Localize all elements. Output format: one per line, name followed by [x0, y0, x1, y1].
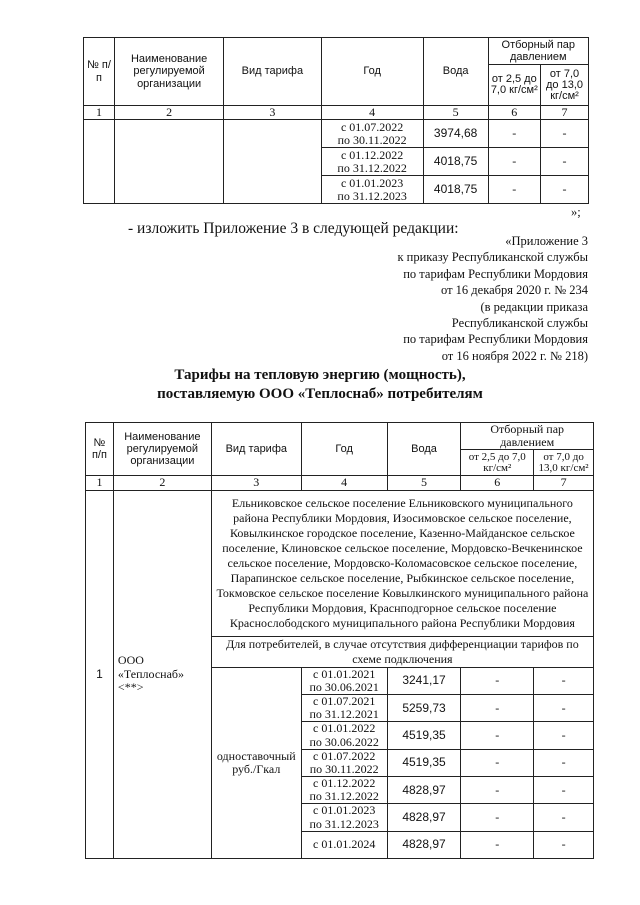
- page-title-line2: поставляемую ООО «Теплоснаб» потребителям: [157, 386, 483, 402]
- appendix-line: к приказу Республиканской службы: [397, 250, 588, 265]
- table-row: [84, 120, 589, 148]
- appendix-line: по тарифам Республики Мордовия: [403, 266, 588, 281]
- period-to: по 31.12.2023: [337, 188, 407, 203]
- period-from: с 01.12.2022: [340, 147, 404, 162]
- instruction-text: - изложить Приложение 3 в следующей редакции:: [128, 220, 459, 237]
- col-number: 2: [113, 476, 211, 490]
- header-steam: Отборный пар давлением: [461, 423, 594, 450]
- water-value: 4828,97: [387, 831, 461, 858]
- org-name: ООО «Теплоснаб» <**>: [113, 490, 211, 858]
- header-steam-low: от 2,5 до 7,0 кг/см²: [461, 450, 534, 476]
- water-value: 4018,75: [423, 176, 488, 204]
- header-year: Год: [321, 38, 423, 106]
- period-from: с 01.07.2021: [313, 693, 376, 708]
- col-number: 4: [321, 106, 423, 120]
- page-title-line1: Тарифы на тепловую энергию (мощность),: [174, 367, 466, 383]
- steam-low-value: -: [461, 694, 534, 721]
- period-from: с 01.01.2023: [313, 803, 376, 818]
- steam-low-value: -: [461, 777, 534, 804]
- period-from: с 01.07.2022: [313, 748, 376, 763]
- water-value: 5259,73: [387, 694, 461, 721]
- period-from: с 01.01.2024: [313, 837, 376, 852]
- tariff-table-continued: [83, 37, 589, 204]
- col-number: 6: [461, 476, 534, 490]
- steam-high-value: -: [534, 749, 594, 776]
- header-num: № п/п: [84, 38, 115, 106]
- steam-high-value: -: [541, 176, 589, 204]
- steam-low-value: -: [461, 722, 534, 749]
- period-to: по 31.12.2022: [309, 789, 379, 804]
- steam-high-value: -: [534, 722, 594, 749]
- period-to: по 30.11.2022: [309, 761, 379, 776]
- water-value: 4828,97: [387, 804, 461, 831]
- steam-low-value: -: [488, 120, 540, 148]
- empty-cell: [115, 120, 224, 204]
- header-steam-low: от 2,5 до 7,0 кг/см²: [488, 65, 540, 106]
- tariff-table: [85, 422, 594, 859]
- header-num: № п/п: [86, 423, 114, 476]
- period-from: с 01.01.2023: [340, 175, 404, 190]
- period-to: по 31.12.2022: [337, 160, 407, 175]
- steam-low-value: -: [488, 176, 540, 204]
- col-number: 1: [84, 106, 115, 120]
- settlements-text: Ельниковское сельское поселение Ельниковского муниципального района Республики Мордовия, Изосимовское сельское поселение, Ковылкинское городское поселение, Казенно-Майданское сельское поселение, Клиновское сельское поселение, Мордовско-Вечкенинское сельское поселение, Мордовско-Коломасовское сельское поселение, Парапинское сельское поселение, Рыбкинское сельское поселение, Токмовское сельское поселение Ковылкинского муниципального района Республики Мордовия, Краснподгорное сельское поселение Краснослободского муниципального района Республики Мордовия: [211, 490, 593, 636]
- header-water: Вода: [423, 38, 488, 106]
- water-value: 4018,75: [423, 148, 488, 176]
- header-org: Наименование регулируемой организации: [115, 38, 224, 106]
- header-tariff-type: Вид тарифа: [224, 38, 321, 106]
- col-number: 3: [211, 476, 301, 490]
- steam-high-value: -: [541, 120, 589, 148]
- empty-cell: [224, 120, 321, 204]
- header-steam-high: от 7,0 до 13,0 кг/см²: [541, 65, 589, 106]
- water-value: 3974,68: [423, 120, 488, 148]
- period-from: с 01.12.2022: [313, 776, 376, 791]
- header-year: Год: [301, 423, 387, 476]
- steam-low-value: -: [488, 148, 540, 176]
- period-to: по 30.06.2022: [309, 734, 379, 749]
- col-number: 3: [224, 106, 321, 120]
- steam-low-value: -: [461, 749, 534, 776]
- steam-low-value: -: [461, 667, 534, 694]
- header-steam: Отборный пар давлением: [488, 38, 588, 65]
- period-to: по 30.06.2021: [309, 679, 379, 694]
- water-value: 3241,17: [387, 667, 461, 694]
- period-from: с 01.01.2021: [313, 666, 376, 681]
- appendix-line: от 16 декабря 2020 г. № 234: [440, 283, 588, 298]
- period-to: по 30.11.2022: [337, 132, 407, 147]
- header-steam-high: от 7,0 до 13,0 кг/см²: [534, 450, 594, 476]
- period-to: по 31.12.2023: [309, 816, 379, 831]
- appendix-line: Республиканской службы: [451, 316, 588, 331]
- appendix-note: [397, 233, 588, 364]
- header-tariff-type: Вид тарифа: [211, 423, 301, 476]
- water-value: 4828,97: [387, 777, 461, 804]
- tariff-type-cell: одноставочный руб./Гкал: [211, 667, 301, 858]
- col-number: 6: [488, 106, 540, 120]
- header-org: Наименование регулируемой организации: [113, 423, 211, 476]
- consumers-text: Для потребителей, в случае отсутствия дифференциации тарифов по схеме подключения: [211, 636, 593, 667]
- steam-high-value: -: [534, 804, 594, 831]
- header-water: Вода: [387, 423, 461, 476]
- appendix-line: «Приложение 3: [505, 234, 588, 248]
- water-value: 4519,35: [387, 722, 461, 749]
- col-number: 7: [534, 476, 594, 490]
- steam-high-value: -: [534, 694, 594, 721]
- steam-low-value: -: [461, 831, 534, 858]
- row-number: 1: [86, 490, 114, 858]
- col-number: 2: [115, 106, 224, 120]
- empty-cell: [84, 120, 115, 204]
- closing-quote-mark: »;: [571, 205, 581, 219]
- period-to: по 31.12.2021: [309, 707, 379, 722]
- steam-high-value: -: [534, 777, 594, 804]
- steam-high-value: -: [541, 148, 589, 176]
- appendix-line: от 16 ноября 2022 г. № 218): [441, 348, 588, 363]
- col-number: 5: [387, 476, 461, 490]
- water-value: 4519,35: [387, 749, 461, 776]
- appendix-line: по тарифам Республики Мордовия: [403, 332, 588, 347]
- col-number: 4: [301, 476, 387, 490]
- steam-low-value: -: [461, 804, 534, 831]
- period-from: с 01.01.2022: [313, 721, 376, 736]
- col-number: 1: [86, 476, 114, 490]
- col-number: 7: [541, 106, 589, 120]
- col-number: 5: [423, 106, 488, 120]
- period-from: с 01.07.2022: [340, 119, 404, 134]
- steam-high-value: -: [534, 831, 594, 858]
- steam-high-value: -: [534, 667, 594, 694]
- appendix-line: (в редакции приказа: [480, 299, 588, 314]
